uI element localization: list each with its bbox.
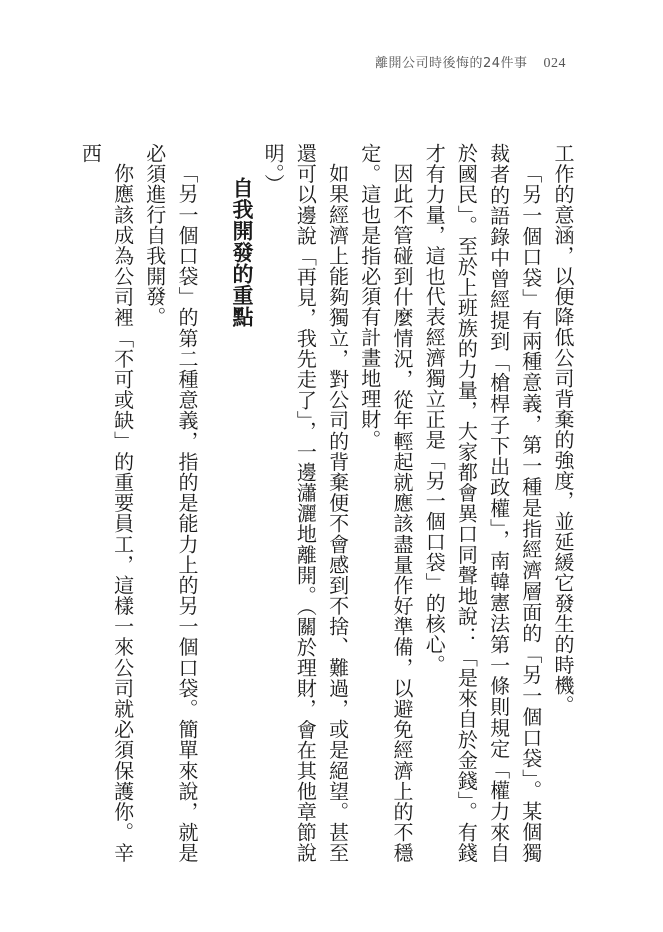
section-heading: 自我開發的重點 — [229, 177, 254, 328]
paragraph: 因此不管碰到什麼情況，從年輕起就應該盡量作好準備，以避免經濟上的不穩定。這也是指必須有計畫地理財。 — [357, 143, 414, 863]
paragraph: 如果經濟上能夠獨立，對公司的背棄便不會感到不捨、難過，或是絕望。甚至還可以邊說「再見，我先走了」，一邊瀟灑地離開。（關於理財，會在其他章節說明。） — [261, 143, 350, 863]
page-number: 024 — [543, 56, 566, 71]
running-header — [0, 52, 566, 72]
paragraph: 「另一個口袋」的第二種意義，指的是能力上的另一個口袋。簡單來說，就是必須進行自我開發。 — [142, 143, 199, 863]
paragraph-continuation: 工作的意涵，以便降低公司背棄的強度，並延緩它發生的時機。 — [551, 143, 575, 716]
paragraph: 「另一個口袋」有兩種意義，第一種是指經濟層面的「另一個口袋」。某個獨裁者的語錄中曾經提到「槍桿子下出政權」，南韓憲法第一條則規定「權力來自於國民」。至於上班族的力量，大家都會異口同聲地說：「是來自於金錢」。有錢才有力量，這也代表經濟獨立正是「另一個口袋」的核心。 — [422, 143, 543, 863]
vertical-body-text — [74, 143, 579, 863]
book-title: 離開公司時後悔的24件事 — [374, 56, 528, 71]
paragraph: 你應該成為公司裡「不可或缺」的重要員工，這樣一來公司就必須保護你。辛西 — [78, 143, 135, 863]
